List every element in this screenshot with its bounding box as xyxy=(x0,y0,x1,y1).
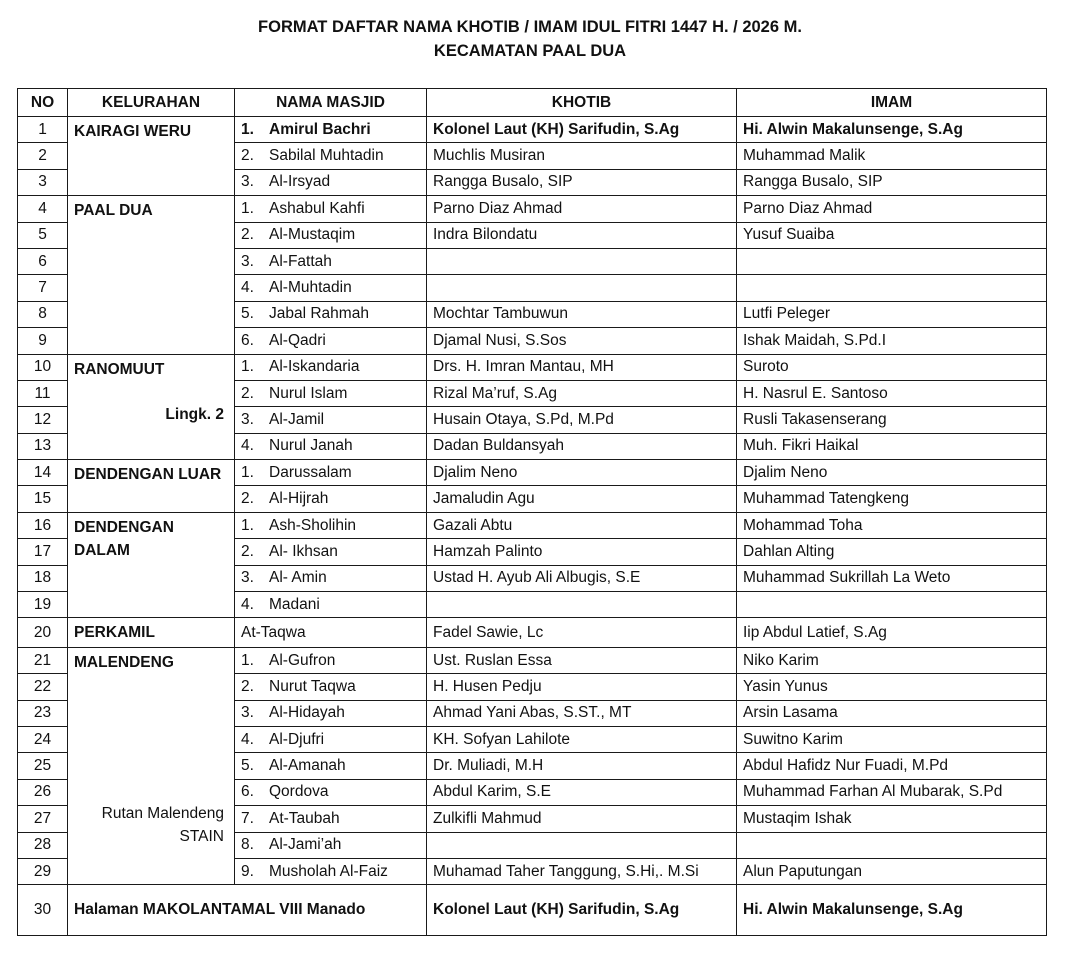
kelurahan-cell xyxy=(68,354,235,460)
masjid-number: 2. xyxy=(241,677,254,695)
masjid-name: Al-Iskandaria xyxy=(269,358,360,376)
masjid-number: 5. xyxy=(241,757,254,775)
masjid-number: 2. xyxy=(241,542,254,560)
masjid-name: Ash-Sholihin xyxy=(269,516,357,534)
rutan-note: Rutan Malendeng xyxy=(101,804,224,822)
masjid-cell xyxy=(235,618,427,647)
row-no: 14 xyxy=(18,460,68,486)
imam-cell: Muhammad Sukrillah La Weto xyxy=(737,565,1047,591)
masjid-number: 1. xyxy=(241,463,254,481)
masjid-cell xyxy=(235,753,427,779)
header-nama-masjid: NAMA MASJID xyxy=(235,89,427,117)
row-no: 27 xyxy=(18,806,68,832)
header-imam: IMAM xyxy=(737,89,1047,117)
stain-note: STAIN xyxy=(179,827,224,845)
kelurahan-name: PAAL DUA xyxy=(74,202,153,220)
khotib-cell: Gazali Abtu xyxy=(427,512,737,538)
masjid-cell xyxy=(235,407,427,433)
masjid-name: Nurut Taqwa xyxy=(269,677,356,695)
khotib-cell: Dadan Buldansyah xyxy=(427,433,737,459)
kelurahan-cell xyxy=(68,196,235,354)
khotib-cell: Rizal Ma’ruf, S.Ag xyxy=(427,380,737,406)
masjid-cell xyxy=(235,301,427,327)
masjid-name: Al-Fattah xyxy=(269,252,332,270)
masjid-cell xyxy=(235,647,427,673)
kelurahan-name: RANOMUUT xyxy=(74,360,165,378)
masjid-name: Al-Jamil xyxy=(269,410,325,428)
masjid-name: Al-Djufri xyxy=(269,730,325,748)
kelurahan-name: DENDENGAN DALAM xyxy=(74,518,174,559)
masjid-cell xyxy=(235,726,427,752)
kelurahan-cell xyxy=(68,618,235,647)
masjid-cell xyxy=(235,433,427,459)
masjid-name: Sabilal Muhtadin xyxy=(269,147,384,165)
masjid-name: Ashabul Kahfi xyxy=(269,199,365,217)
masjid-number: 2. xyxy=(241,490,254,508)
masjid-number: 2. xyxy=(241,147,254,165)
document-subtitle: KECAMATAN PAAL DUA xyxy=(433,42,627,60)
row-no: 16 xyxy=(18,512,68,538)
masjid-cell xyxy=(235,539,427,565)
khotib-cell: Abdul Karim, S.E xyxy=(427,779,737,805)
imam-cell xyxy=(737,248,1047,274)
khotib-cell xyxy=(427,275,737,301)
row-no: 22 xyxy=(18,674,68,700)
masjid-number: 3. xyxy=(241,704,254,722)
masjid-name: Al-Jami’ah xyxy=(269,836,342,854)
row-no: 13 xyxy=(18,433,68,459)
table-row xyxy=(18,618,1047,647)
imam-cell: Muh. Fikri Haikal xyxy=(737,433,1047,459)
imam-cell: Alun Paputungan xyxy=(737,858,1047,884)
row-no: 18 xyxy=(18,565,68,591)
masjid-name: At-Taubah xyxy=(269,809,340,827)
khotib-cell: Mochtar Tambuwun xyxy=(427,301,737,327)
imam-cell: Muhammad Malik xyxy=(737,143,1047,169)
header-no: NO xyxy=(18,89,68,117)
lingkungan-note: Lingk. 2 xyxy=(165,405,224,423)
row-no: 19 xyxy=(18,592,68,618)
table-row xyxy=(18,196,1047,222)
masjid-number: 3. xyxy=(241,569,254,587)
khotib-cell: Zulkifli Mahmud xyxy=(427,806,737,832)
row-no: 3 xyxy=(18,169,68,195)
table-row xyxy=(18,354,1047,380)
masjid-name: Musholah Al-Faiz xyxy=(269,862,388,880)
row-no: 9 xyxy=(18,328,68,354)
masjid-name: Al- Amin xyxy=(269,569,327,587)
masjid-cell xyxy=(235,674,427,700)
masjid-number: 1. xyxy=(241,651,254,669)
masjid-number: 6. xyxy=(241,331,254,349)
masjid-cell xyxy=(235,806,427,832)
masjid-number: 4. xyxy=(241,730,254,748)
kelurahan-name: MALENDENG xyxy=(74,653,174,671)
row-no: 11 xyxy=(18,380,68,406)
row-no: 7 xyxy=(18,275,68,301)
masjid-name: Qordova xyxy=(269,783,329,801)
table-row xyxy=(18,117,1047,143)
khotib-cell xyxy=(427,832,737,858)
row-no: 12 xyxy=(18,407,68,433)
khotib-cell: Hamzah Palinto xyxy=(427,539,737,565)
khotib-cell: H. Husen Pedju xyxy=(427,674,737,700)
kelurahan-cell xyxy=(68,512,235,618)
imam-cell: Mohammad Toha xyxy=(737,512,1047,538)
imam-cell: Hi. Alwin Makalunsenge, S.Ag xyxy=(737,117,1047,143)
row-no: 8 xyxy=(18,301,68,327)
imam-cell xyxy=(737,832,1047,858)
masjid-cell xyxy=(235,248,427,274)
masjid-name: Darussalam xyxy=(269,463,352,481)
imam-cell: Muhammad Farhan Al Mubarak, S.Pd xyxy=(737,779,1047,805)
header-khotib: KHOTIB xyxy=(427,89,737,117)
row-no: 28 xyxy=(18,832,68,858)
masjid-cell xyxy=(235,460,427,486)
masjid-number: 9. xyxy=(241,862,254,880)
khotib-cell: Muchlis Musiran xyxy=(427,143,737,169)
khotib-imam-table xyxy=(17,88,1047,936)
masjid-number: 1. xyxy=(241,199,254,217)
row-no: 1 xyxy=(18,117,68,143)
masjid-number: 4. xyxy=(241,279,254,297)
imam-cell: Rangga Busalo, SIP xyxy=(737,169,1047,195)
row-no: 30 xyxy=(18,885,68,936)
khotib-cell: Kolonel Laut (KH) Sarifudin, S.Ag xyxy=(427,117,737,143)
khotib-cell: Djalim Neno xyxy=(427,460,737,486)
khotib-cell: Muhamad Taher Tanggung, S.Hi,. M.Si xyxy=(427,858,737,884)
row-no: 26 xyxy=(18,779,68,805)
table-row xyxy=(18,460,1047,486)
imam-cell: Yusuf Suaiba xyxy=(737,222,1047,248)
imam-cell: Iip Abdul Latief, S.Ag xyxy=(737,618,1047,647)
document-title: FORMAT DAFTAR NAMA KHOTIB / IMAM IDUL FITRI 1447 H. / 2026 M. xyxy=(258,18,802,36)
khotib-cell: Parno Diaz Ahmad xyxy=(427,196,737,222)
khotib-cell: Husain Otaya, S.Pd, M.Pd xyxy=(427,407,737,433)
lokasi-cell: Halaman MAKOLANTAMAL VIII Manado xyxy=(68,885,427,936)
masjid-name: Al-Gufron xyxy=(269,651,336,669)
row-no: 4 xyxy=(18,196,68,222)
row-no: 24 xyxy=(18,726,68,752)
masjid-cell xyxy=(235,700,427,726)
masjid-number: 6. xyxy=(241,783,254,801)
masjid-cell xyxy=(235,354,427,380)
masjid-name: Nurul Islam xyxy=(269,384,348,402)
masjid-number: 1. xyxy=(241,358,254,376)
masjid-name: Al-Hijrah xyxy=(269,490,329,508)
imam-cell: H. Nasrul E. Santoso xyxy=(737,380,1047,406)
masjid-number: 3. xyxy=(241,252,254,270)
kelurahan-cell xyxy=(68,460,235,513)
kelurahan-name: DENDENGAN LUAR xyxy=(74,466,222,484)
masjid-cell xyxy=(235,832,427,858)
imam-cell: Djalim Neno xyxy=(737,460,1047,486)
masjid-name: Al-Hidayah xyxy=(269,704,345,722)
masjid-name: Al-Qadri xyxy=(269,331,326,349)
imam-cell: Abdul Hafidz Nur Fuadi, M.Pd xyxy=(737,753,1047,779)
masjid-name: Madani xyxy=(269,595,320,613)
khotib-cell: Kolonel Laut (KH) Sarifudin, S.Ag xyxy=(427,885,737,936)
masjid-cell xyxy=(235,858,427,884)
row-no: 10 xyxy=(18,354,68,380)
masjid-number: 4. xyxy=(241,437,254,455)
khotib-cell: Ustad H. Ayub Ali Albugis, S.E xyxy=(427,565,737,591)
masjid-number: 5. xyxy=(241,305,254,323)
masjid-number: 7. xyxy=(241,809,254,827)
masjid-cell xyxy=(235,779,427,805)
imam-cell: Lutfi Peleger xyxy=(737,301,1047,327)
kelurahan-name: KAIRAGI WERU xyxy=(74,123,192,140)
row-no: 2 xyxy=(18,143,68,169)
masjid-name: Jabal Rahmah xyxy=(269,305,369,323)
khotib-cell: Fadel Sawie, Lc xyxy=(427,618,737,647)
table-row xyxy=(18,512,1047,538)
imam-cell: Mustaqim Ishak xyxy=(737,806,1047,832)
masjid-number: 8. xyxy=(241,836,254,854)
imam-cell xyxy=(737,592,1047,618)
khotib-cell xyxy=(427,592,737,618)
imam-cell: Muhammad Tatengkeng xyxy=(737,486,1047,512)
khotib-cell xyxy=(427,248,737,274)
row-no: 15 xyxy=(18,486,68,512)
masjid-number: 1. xyxy=(241,516,254,534)
row-no: 25 xyxy=(18,753,68,779)
imam-cell: Niko Karim xyxy=(737,647,1047,673)
masjid-cell xyxy=(235,380,427,406)
masjid-cell xyxy=(235,565,427,591)
imam-cell xyxy=(737,275,1047,301)
imam-cell: Suwitno Karim xyxy=(737,726,1047,752)
imam-cell: Rusli Takasenserang xyxy=(737,407,1047,433)
khotib-cell: KH. Sofyan Lahilote xyxy=(427,726,737,752)
masjid-name: At-Taqwa xyxy=(241,623,306,641)
imam-cell: Suroto xyxy=(737,354,1047,380)
row-no: 6 xyxy=(18,248,68,274)
kelurahan-cell xyxy=(68,117,235,196)
khotib-cell: Ahmad Yani Abas, S.ST., MT xyxy=(427,700,737,726)
masjid-number: 3. xyxy=(241,410,254,428)
row-no: 23 xyxy=(18,700,68,726)
masjid-cell xyxy=(235,169,427,195)
khotib-cell: Ust. Ruslan Essa xyxy=(427,647,737,673)
masjid-cell xyxy=(235,143,427,169)
masjid-cell xyxy=(235,117,427,143)
khotib-cell: Dr. Muliadi, M.H xyxy=(427,753,737,779)
imam-cell: Dahlan Alting xyxy=(737,539,1047,565)
header-kelurahan: KELURAHAN xyxy=(68,89,235,117)
masjid-name: Al-Mustaqim xyxy=(269,226,356,244)
masjid-cell xyxy=(235,222,427,248)
table-row xyxy=(18,647,1047,673)
masjid-name: Al-Muhtadin xyxy=(269,279,352,297)
khotib-cell: Jamaludin Agu xyxy=(427,486,737,512)
khotib-cell: Indra Bilondatu xyxy=(427,222,737,248)
row-no: 17 xyxy=(18,539,68,565)
masjid-cell xyxy=(235,328,427,354)
imam-cell: Arsin Lasama xyxy=(737,700,1047,726)
row-no: 21 xyxy=(18,647,68,673)
masjid-cell xyxy=(235,196,427,222)
masjid-number: 4. xyxy=(241,595,254,613)
masjid-cell xyxy=(235,486,427,512)
kelurahan-name: PERKAMIL xyxy=(74,624,155,642)
masjid-name: Al-Irsyad xyxy=(269,173,331,191)
khotib-cell: Drs. H. Imran Mantau, MH xyxy=(427,354,737,380)
masjid-cell xyxy=(235,592,427,618)
row-no: 29 xyxy=(18,858,68,884)
table-row xyxy=(18,885,1047,936)
masjid-name: Nurul Janah xyxy=(269,437,353,455)
table-header-row xyxy=(18,89,1047,117)
masjid-name: Al- Ikhsan xyxy=(269,542,338,560)
masjid-name: Al-Amanah xyxy=(269,757,346,775)
row-no: 5 xyxy=(18,222,68,248)
khotib-cell: Djamal Nusi, S.Sos xyxy=(427,328,737,354)
row-no: 20 xyxy=(18,618,68,647)
masjid-name: Amirul Bachri xyxy=(269,120,371,138)
imam-cell: Parno Diaz Ahmad xyxy=(737,196,1047,222)
masjid-number: 2. xyxy=(241,384,254,402)
masjid-number: 2. xyxy=(241,226,254,244)
imam-cell: Hi. Alwin Makalunsenge, S.Ag xyxy=(737,885,1047,936)
masjid-number: 3. xyxy=(241,173,254,191)
masjid-cell xyxy=(235,275,427,301)
masjid-number: 1. xyxy=(241,120,254,138)
masjid-cell xyxy=(235,512,427,538)
imam-cell: Ishak Maidah, S.Pd.I xyxy=(737,328,1047,354)
imam-cell: Yasin Yunus xyxy=(737,674,1047,700)
khotib-cell: Rangga Busalo, SIP xyxy=(427,169,737,195)
kelurahan-cell xyxy=(68,647,235,885)
